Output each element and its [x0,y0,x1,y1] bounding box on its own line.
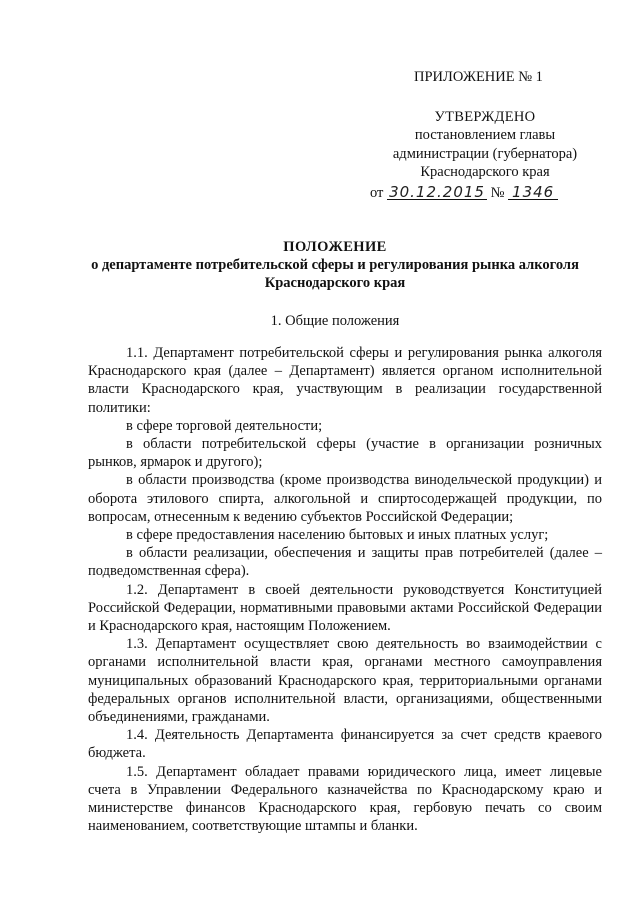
title-line-3: Краснодарского края [264,275,406,291]
approved-label: УТВЕРЖДЕНО [434,108,536,125]
paragraph: в области производства (кроме производства винодельческой продукции) и оборота этилового спирта, алкогольной и спиртосодержащей продукции, по вопросам, отнесенным к ведению субъектов Российской Федерации; [88,472,602,525]
title-line-2: о департаменте потребительской сферы и регулирования рынка алкоголя [91,257,579,273]
approval-line-3: Краснодарского края [420,164,550,180]
handwritten-date: 30.12.2015 [387,185,487,200]
paragraph: 1.1. Департамент потребительской сферы и регулирования рынка алкоголя Краснодарского края (далее – Департамент) является органом исполнительной власти Краснодарского края, участвующим в реализации государственной политики: [88,345,602,416]
paragraph: 1.3. Департамент осуществляет свою деятельность во взаимодействии с органами исполнительной власти края, органами местного самоуправления муниципальных образований Краснодарского края, территориальными органами федеральных органов исполнительной власти, организациями, общественными объединениями, гражданами. [88,636,602,726]
title-heading: ПОЛОЖЕНИЕ [283,239,387,255]
approval-block [370,68,600,202]
approval-line-2: администрации (губернатора) [392,145,578,162]
approval-line-1: постановлением главы [414,127,556,143]
paragraph: в сфере торговой деятельности; [126,417,323,434]
paragraph: 1.2. Департамент в своей деятельности руководствуется Конституцией Российской Федерации, нормативными правовыми актами Российской Федерации и Краснодарского края, настоящим Положением. [88,581,602,635]
paragraph: в области реализации, обеспечения и защиты прав потребителей (далее – подведомственная сфера). [88,545,602,580]
paragraph: 1.5. Департамент обладает правами юридического лица, имеет лицевые счета в Управлении Федерального казначейства по Краснодарскому краю и министерстве финансов Краснодарского края, гербовую печать со своим наименованием, соответствующие штампы и бланки. [88,763,602,835]
paragraph: 1.4. Деятельность Департамента финансируется за счет средств краевого бюджета. [88,727,602,762]
document-body [88,344,602,835]
appendix-label: ПРИЛОЖЕНИЕ № 1 [414,69,543,85]
from-label: от [370,184,384,201]
document-title [60,238,610,292]
number-label: № [490,184,505,201]
handwritten-number: 1346 [508,185,558,200]
paragraph: в сфере предоставления населению бытовых и иных платных услуг; [126,527,549,544]
date-number-line [370,184,600,203]
section-title: 1. Общие положения [270,313,400,329]
paragraph: в области потребительской сферы (участие в организации розничных рынков, ярмарок и другого); [88,436,602,471]
